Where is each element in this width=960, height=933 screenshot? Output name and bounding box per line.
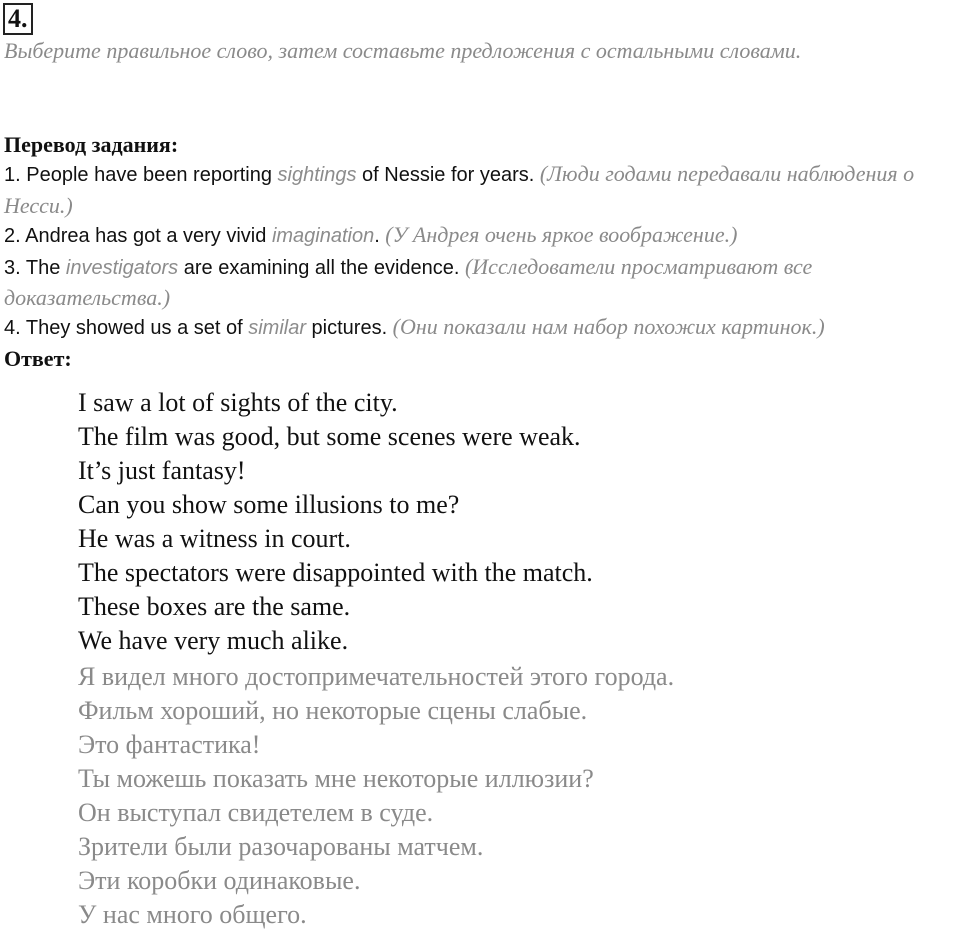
sentence-start: 4. They showed us a set of	[4, 317, 249, 340]
answer-sentence: Can you show some illusions to me?	[78, 490, 460, 519]
answer-word: sightings	[277, 164, 357, 187]
answer-sentence: I saw a lot of sights of the city.	[78, 388, 398, 417]
sentence-start: 1. People have been reporting	[4, 164, 278, 187]
task-instruction: Выберите правильное слово, затем составьте предложения с остальными словами.	[4, 38, 802, 63]
russian-translation: (Они показали нам набор похожих картинок.)	[387, 314, 825, 340]
task-number: 4.	[3, 3, 33, 35]
answer-translation: Зрители были разочарованы матчем.	[78, 832, 484, 861]
answer-translation: Это фантастика!	[78, 730, 261, 759]
answer-word: investigators	[65, 256, 179, 279]
answer-translation: Эти коробки одинаковые.	[78, 866, 361, 895]
answer-sentence: These boxes are the same.	[78, 592, 351, 621]
russian-translation: (Исследователи просматривают все доказательства.)	[4, 253, 813, 311]
answer-translation: Я видел много достопримечательностей этого города.	[78, 662, 675, 691]
translation-item	[4, 159, 960, 220]
sentence-end: .	[374, 225, 380, 248]
russian-translation: (У Андрея очень яркое воображение.)	[379, 222, 738, 248]
answer-translation: Фильм хороший, но некоторые сцены слабые.	[78, 696, 588, 725]
answer-word: similar	[248, 317, 306, 340]
translation-item	[4, 220, 960, 251]
answer-translation: Он выступал свидетелем в суде.	[78, 798, 434, 827]
answer-translation: У нас много общего.	[78, 900, 307, 929]
answer-sentence: We have very much alike.	[78, 626, 349, 655]
translation-item	[4, 252, 960, 313]
answer-word: imagination	[271, 225, 375, 248]
translation-heading: Перевод задания:	[4, 132, 179, 157]
answer-translation: Ты можешь показать мне некоторые иллюзии?	[78, 764, 594, 793]
answer-heading: Ответ:	[4, 345, 72, 371]
sentence-start: 3. The	[4, 256, 66, 279]
answer-english-list	[78, 386, 593, 658]
answer-sentence: The spectators were disappointed with the match.	[78, 558, 593, 587]
sentence-end: pictures.	[306, 317, 388, 340]
sentence-end: of Nessie for years.	[356, 164, 535, 187]
russian-translation: (Люди годами передавали наблюдения о Несси.)	[4, 161, 915, 218]
translation-item	[4, 312, 960, 343]
answer-russian-list	[78, 660, 674, 932]
sentence-end: are examining all the evidence.	[178, 256, 460, 279]
translation-block	[4, 130, 960, 373]
answer-sentence: The film was good, but some scenes were weak.	[78, 422, 581, 451]
answer-sentence: It’s just fantasy!	[78, 456, 246, 485]
sentence-start: 2. Andrea has got a very vivid	[4, 225, 272, 248]
answer-sentence: He was a witness in court.	[78, 524, 351, 553]
